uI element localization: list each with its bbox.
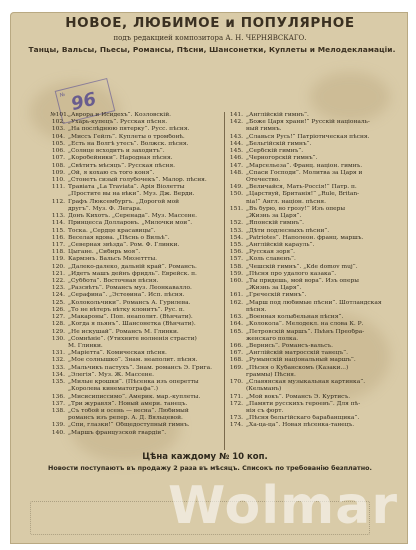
catalog-item-number: 102.: [51, 119, 65, 126]
catalog-item: [228, 394, 396, 401]
catalog-item-title: „Коробейники“. Народная пѣсня.: [68, 155, 173, 162]
catalog-item-number: 120.: [51, 263, 65, 270]
catalog-item: [50, 213, 220, 220]
catalog-item-number: 172.: [229, 400, 243, 407]
catalog-item: [228, 148, 396, 155]
catalog-item: [50, 307, 220, 314]
catalog-item-title: „Дѣти подлесныхъ пѣсни“.: [246, 227, 330, 234]
catalog-item-title: „Жизнь за Царя“.: [246, 285, 302, 292]
catalog-item: [50, 177, 220, 184]
catalog-item: [50, 379, 220, 386]
catalog-left-column: [50, 112, 220, 437]
catalog-item: [228, 408, 396, 415]
catalog-item: [50, 415, 220, 422]
catalog-item: [50, 199, 220, 206]
catalog-item-number: 134.: [51, 371, 65, 378]
catalog-item-title: Отечество.: [246, 176, 281, 183]
catalog-item-title: „Боже Царя храни!“ Русскій національ-: [246, 119, 370, 126]
catalog-item-title: „Три журавля“. Новый амери. танецъ.: [68, 400, 188, 407]
catalog-item-number: 149.: [229, 184, 243, 191]
catalog-item-title: „Маріетта“. Комическая пѣсня.: [68, 350, 167, 357]
catalog-item: [50, 264, 220, 271]
catalog-item: [228, 300, 396, 307]
catalog-item-title: „Славянская музыкальная картинка“.: [246, 379, 366, 386]
catalog-item: [50, 386, 220, 393]
catalog-item-number: 151.: [229, 205, 243, 212]
catalog-item: [50, 422, 220, 429]
catalog-item: [50, 314, 220, 321]
catalog-item: [50, 300, 220, 307]
catalog-item-title: Тоска. „Сердце красавицы“.: [68, 227, 156, 234]
catalog-item-number: 161.: [229, 292, 243, 299]
catalog-item-title: „Ухарь-купецъ“. Русская пѣсня.: [68, 119, 168, 126]
catalog-item-number: 138.: [51, 407, 65, 414]
catalog-item: [228, 249, 396, 256]
catalog-item: [50, 292, 220, 299]
catalog-item-number: 130.: [51, 335, 65, 342]
catalog-item: [228, 141, 396, 148]
catalog-item: [228, 155, 396, 162]
catalog-item: [228, 422, 396, 429]
catalog-item: [228, 365, 396, 372]
catalog-item-number: 106.: [51, 148, 65, 155]
catalog-item-number: 159.: [229, 270, 243, 277]
catalog-item: [228, 191, 396, 198]
catalog-item-title: „Румынскій національный маршъ“.: [246, 357, 356, 364]
catalog-item: [50, 394, 220, 401]
catalog-item: [50, 350, 220, 357]
catalog-item-number: 119.: [51, 256, 65, 263]
catalog-item: [50, 155, 220, 162]
catalog-item-title: Травіата „La Traviata“. Арія Віолетты: [68, 184, 185, 191]
catalog-item-title: „Сомнѣніе“. (Утихните волненія страсти): [68, 335, 197, 342]
catalog-item: [50, 228, 220, 235]
catalog-item: [50, 112, 220, 119]
catalog-item-title: „Черногорскій гимнъ“.: [246, 155, 318, 162]
catalog-item-title: „Разсвѣтъ“. Романсъ муз. Леонкавалло.: [68, 285, 192, 292]
catalog-item-title: „Суббота“. Восточная пѣсня.: [68, 278, 159, 285]
catalog-item-title: „Памяти русскихъ героевъ“. Для пѣ-: [246, 400, 361, 407]
catalog-item-title: „Пѣсня про удалого казака“.: [246, 270, 337, 277]
catalog-item-title: nia!“ Англ. націон. пѣсня.: [246, 198, 327, 205]
catalog-item: [50, 329, 220, 336]
catalog-item: [228, 314, 396, 321]
catalog-item: [50, 148, 220, 155]
catalog-item-number: 121.: [51, 270, 65, 277]
catalog-item: [50, 184, 220, 191]
catalog-item-number: 129.: [51, 328, 65, 335]
catalog-item-number: 163.: [229, 314, 243, 321]
catalog-item-number: 112.: [51, 198, 65, 205]
catalog-item-number: 148.: [229, 169, 243, 176]
catalog-item-title: „Англійскій карауль“.: [246, 241, 315, 248]
catalog-item: [50, 271, 220, 278]
catalog-item-number: 114.: [51, 220, 65, 227]
catalog-item-title: романсъ изъ репер. А. Д. Вяльцевой.: [68, 415, 183, 422]
catalog-item-title: „Мисисиписсимо“. Америк. мар.-куплеты.: [68, 393, 201, 400]
catalog-item-number: 154.: [229, 234, 243, 241]
catalog-item-number: 164.: [229, 321, 243, 328]
catalog-item: [228, 401, 396, 408]
catalog-item: [50, 285, 220, 292]
page-title: НОВОЕ, ЛЮБИМОЕ и ПОПУЛЯРНОЕ: [65, 15, 355, 31]
catalog-item-title: „Милые крошки“. (Пѣсенка изъ оперетты: [68, 379, 199, 386]
catalog-item-number: 107.: [51, 155, 65, 162]
catalog-item-title: „Северная звѣзда“. Ром. Ф. Глинки.: [68, 241, 180, 248]
catalog-item: [228, 177, 396, 184]
catalog-item-number: 158.: [229, 263, 243, 270]
price-line: Цѣна каждому № 10 коп.: [142, 452, 268, 462]
catalog-item-number: 110.: [51, 176, 65, 183]
catalog-item-title: „Чешскій гимнъ“. „Kde domov muj“.: [246, 263, 358, 270]
catalog-item: [50, 242, 220, 249]
catalog-item-number: 111.: [51, 184, 65, 191]
catalog-item-number: 147.: [229, 162, 243, 169]
catalog-item-number: 124.: [51, 292, 65, 299]
catalog-item-title: „Мисcъ Гейлъ“. Куплеты о тромбонѣ.: [68, 133, 185, 140]
catalog-item: [228, 119, 396, 126]
catalog-item: [228, 307, 396, 314]
catalog-item: [50, 170, 220, 177]
catalog-item-number: 128.: [51, 321, 65, 328]
catalog-item: [228, 134, 396, 141]
catalog-item-title: „Ха-ца-ца“. Новая пѣсенка-танецъ.: [246, 422, 355, 429]
catalog-item: [228, 386, 396, 393]
catalog-item-number: 165.: [229, 328, 243, 335]
catalog-item-title: „Аврора и Исидехъ“. Козловскій.: [68, 112, 171, 118]
catalog-item-number: 135.: [51, 379, 65, 386]
catalog-item-number: 141.: [229, 112, 243, 118]
catalog-item-title: Донъ Кихотъ. „Серенада“. Муз. Массене.: [68, 213, 197, 220]
catalog-item: [50, 163, 220, 170]
catalog-item-title: Принцесса Долларовъ. „Милочки мои“.: [68, 220, 193, 227]
catalog-item: [228, 329, 396, 336]
catalog-item-title: „Идетъ машъ дейнъ фридль“. Еврейск. п.: [68, 270, 197, 277]
catalog-item-number: 156.: [229, 249, 243, 256]
catalog-item: [50, 365, 220, 372]
catalog-item-title: „Англійскій гимнъ“.: [246, 112, 309, 118]
catalog-item: [50, 372, 220, 379]
catalog-item-number: 150.: [229, 191, 243, 198]
catalog-item-number: 145.: [229, 148, 243, 155]
catalog-item-title: Веселая вдова. „Пѣснь о Вильѣ“.: [68, 234, 170, 241]
catalog-item-title: „Не искушай“. Романсъ М. Глинки.: [68, 328, 179, 335]
catalog-item-title: „Съ тобой и осень — весна“. Любимый: [68, 407, 189, 414]
catalog-item-title: „Стонетъ сизый голубочекъ“. Малор. пѣсня.: [68, 176, 207, 183]
catalog-item: [50, 336, 220, 343]
catalog-item-title: Кармэнъ. Вальсъ Мюзеттты.: [68, 256, 158, 263]
catalog-item: [50, 401, 220, 408]
catalog-item-title: граммы) Пѣсня.: [246, 371, 296, 378]
catalog-item-title: „Петровскій маршъ“. Пьѣнъ Преобра-: [246, 328, 365, 335]
catalog-item-title: „Мой вокъ“. Романсъ Э. Куртисъ.: [246, 393, 351, 400]
catalog-item: [228, 264, 396, 271]
catalog-item: [228, 242, 396, 249]
catalog-item-number: 139.: [51, 422, 65, 429]
catalog-item: [228, 206, 396, 213]
notice-line: Новости поступаютъ въ продажу 2 раза въ мѣсяцъ. Списокъ по требованію безплатно.: [48, 464, 372, 472]
catalog-item: [228, 321, 396, 328]
catalog-item-title: „Спаси Господи“. Молитва за Царя и: [246, 169, 363, 176]
catalog-item-title: „Ты придешь, мой вора“. Изъ оперы: [246, 278, 359, 285]
catalog-item-number: 155.: [229, 241, 243, 248]
catalog-item-title: ный гимнъ.: [246, 126, 282, 133]
catalog-item-title: „Славься Русь!“ Патріотическая пѣсня.: [246, 133, 370, 140]
catalog-item-number: 116.: [51, 234, 65, 241]
catalog-item-title: „Спи, глазки!“ Общедоступный гимнъ.: [68, 422, 190, 429]
catalog-item-title: „Мое солнышко“. Знам. неаполит. пѣсня.: [68, 357, 198, 364]
catalog-item: [50, 430, 220, 437]
catalog-item-title: „Въ бурю, во грозу!“ Изъ оперы: [246, 205, 346, 212]
catalog-item: [228, 357, 396, 364]
catalog-item-number: 131.: [51, 350, 65, 357]
catalog-item-number: 127.: [51, 314, 65, 321]
catalog-item: [228, 220, 396, 227]
catalog-item: [50, 126, 220, 133]
catalog-item-number: 123.: [51, 285, 65, 292]
catalog-item: [50, 408, 220, 415]
catalog-item: [228, 213, 396, 220]
catalog-item-number: 104.: [51, 133, 65, 140]
catalog-item-title: „Русская зоря“.: [246, 249, 295, 256]
catalog-item-title: „Греческій гимнъ“.: [246, 292, 307, 299]
stamp-number: 96: [68, 88, 99, 116]
catalog-item-number: 174.: [229, 422, 243, 429]
genres-line: Танцы, Вальсы, Пьесы, Романсы, Пѣсни, Шансонетки, Куплеты и Мелодекламаціи.: [28, 45, 396, 54]
catalog-item-number: 136.: [51, 393, 65, 400]
catalog-item: [228, 256, 396, 263]
catalog-right-column: [228, 112, 396, 430]
catalog-item: [228, 415, 396, 422]
catalog-item-title: „На послѣднюю пятерку“. Русс. пѣсня.: [68, 126, 190, 133]
catalog-item: [50, 357, 220, 364]
catalog-item: [228, 292, 396, 299]
catalog-item-number: 109.: [51, 169, 65, 176]
catalog-item-title: „Коль славенъ“.: [246, 256, 296, 263]
catalog-item-title: „Царствуй, Британія!“ „Rule, Britan-: [246, 191, 360, 198]
catalog-item-title: „Жизнь за Царя“.: [246, 213, 302, 220]
catalog-item: [50, 119, 220, 126]
catalog-item-number: 108.: [51, 162, 65, 169]
catalog-item-title: „Patriotes“. Наполеон. франц. маршъ.: [246, 234, 364, 241]
catalog-item-title: другъ“. Муз. Ф. Легара.: [68, 205, 142, 212]
catalog-item-number: 146.: [229, 155, 243, 162]
catalog-item-title: „Солнце всходитъ и заходитъ“.: [68, 148, 165, 155]
catalog-item-title: „Есть на Волгѣ утесъ“. Волжск. пѣсня.: [68, 140, 189, 147]
catalog-item: [50, 343, 220, 350]
catalog-item-title: „Величайся, Мать-Россія!“ Патр. п.: [246, 184, 357, 191]
catalog-item: [228, 343, 396, 350]
catalog-item-number: 133.: [51, 364, 65, 371]
catalog-item: [50, 141, 220, 148]
catalog-item-title: „Марсельеза“. Франц. націон. гимнъ.: [246, 162, 363, 169]
catalog-item-number: 160.: [229, 278, 243, 285]
column-divider: [224, 112, 225, 450]
catalog-item-number: 171.: [229, 393, 243, 400]
catalog-item: [228, 350, 396, 357]
catalog-item: [228, 379, 396, 386]
catalog-item: [50, 220, 220, 227]
catalog-item-number: 132.: [51, 357, 65, 364]
catalog-item: [228, 228, 396, 235]
catalog-item-number: 167.: [229, 350, 243, 357]
catalog-item: [228, 163, 396, 170]
catalog-item-number: 118.: [51, 249, 65, 256]
catalog-item-title: „Макароны“. Поп. неаполит. (Вѣнчати).: [68, 314, 193, 321]
catalog-item-number: 152.: [229, 220, 243, 227]
catalog-item-title: „Колокольчики“. Романсъ А. Гурилева.: [68, 299, 191, 306]
catalog-item-title: „Мальчикъ пастухъ“. Знам. романсъ Э. Грига.: [68, 364, 212, 371]
catalog-item-title: „Пѣсня бельгійскаго барабанщика“.: [246, 415, 360, 422]
catalog-item-number: 125.: [51, 299, 65, 306]
catalog-item: [50, 249, 220, 256]
catalog-item-number: 122.: [51, 278, 65, 285]
catalog-item-title: „Марш под любимые пѣсни“. Шотландская: [246, 299, 382, 306]
catalog-item-title: „Маршъ французской гвардіи“.: [68, 429, 167, 436]
catalog-item: [228, 285, 396, 292]
catalog-item: [228, 112, 396, 119]
catalog-item-number: 113.: [51, 213, 65, 220]
catalog-item: [228, 170, 396, 177]
catalog-item-number: 166.: [229, 343, 243, 349]
stamp-label: №: [59, 91, 66, 99]
catalog-item-title: „Королева кинематографа“.): [68, 386, 158, 393]
catalog-item-title: „То не вѣтеръ вѣтку клонитъ“. Рус. п.: [68, 306, 185, 313]
catalog-item: [50, 321, 220, 328]
watermark: Wolmar: [168, 476, 398, 536]
catalog-item-title: „Колокола“. Мелодекл. на слова К. Р.: [246, 321, 364, 328]
catalog-item: [228, 235, 396, 242]
editor-subtitle: подъ редакцией композитора А. Н. ЧЕРНЯВСКАГО.: [113, 34, 307, 42]
catalog-item-title: „Пѣсня о Кубанскомъ (Казаки...): [246, 364, 349, 371]
catalog-item: [228, 184, 396, 191]
catalog-item: [228, 271, 396, 278]
catalog-item-title: пѣсня.: [246, 306, 267, 313]
catalog-item-number: 115.: [51, 227, 65, 234]
catalog-item-number: 126.: [51, 306, 65, 313]
catalog-item-title: „Вернись“. Романсъ-вальсъ.: [246, 343, 334, 349]
catalog-item-title: М. Глинки.: [68, 343, 103, 349]
catalog-item-title: „Простите вы на вѣки“. Муз. Дж. Верди.: [68, 191, 195, 198]
catalog-item-number: 142.: [229, 119, 243, 126]
catalog-item-title: „Далеко-далеко, дальній край“. Романсъ.: [68, 263, 197, 270]
catalog-item-number: 170.: [229, 379, 243, 386]
catalog-item-title: Графъ Люксембургъ. „Дорогой мой: [68, 198, 180, 205]
catalog-item-title: „Серафина“. „Эстеѳина“. Исп. пѣсня.: [68, 292, 185, 299]
catalog-item: [228, 278, 396, 285]
catalog-item-title: женскаго полка.: [246, 335, 299, 342]
catalog-item: [50, 235, 220, 242]
catalog-item-number: 157.: [229, 256, 243, 263]
catalog-item-title: „Бельгійскій гимнъ“.: [246, 140, 312, 147]
catalog-item-title: „Ой, я кохаю съ того коня“.: [68, 169, 155, 176]
catalog-item-number: 144.: [229, 140, 243, 147]
catalog-item-number: №101.: [50, 112, 69, 118]
catalog-item-number: 137.: [51, 400, 65, 407]
catalog-item: [50, 206, 220, 213]
catalog-item-title: „Англійскій матросскій танецъ“.: [246, 350, 348, 357]
catalog-item: [50, 191, 220, 198]
catalog-item: [228, 336, 396, 343]
catalog-item-title: Цыгане. „Сибирь моя“.: [68, 249, 141, 256]
catalog-item-title: „Когда я пьянъ“. Шансонетка (Вѣнчати).: [68, 321, 196, 328]
catalog-item-number: 140.: [51, 429, 65, 436]
catalog-item-number: 173.: [229, 415, 243, 422]
catalog-item-title: „Военная колыбельная пѣсня“.: [246, 314, 344, 321]
catalog-item-number: 143.: [229, 133, 243, 140]
catalog-item: [228, 126, 396, 133]
catalog-item-number: 117.: [51, 241, 65, 248]
catalog-item-title: „Японскій гимнъ“.: [246, 220, 305, 227]
catalog-item-number: 103.: [51, 126, 65, 133]
catalog-item-title: нія съ форт.: [246, 407, 284, 414]
catalog-item-title: „Элегія“. Муз. Ж. Массене.: [68, 371, 154, 378]
catalog-item-number: 105.: [51, 140, 65, 147]
catalog-item: [228, 199, 396, 206]
catalog-item-number: 153.: [229, 227, 243, 234]
catalog-item-number: 162.: [229, 299, 243, 306]
catalog-item-title: „Свѣтитъ мѣсяцъ“. Русская пѣсня.: [68, 162, 176, 169]
catalog-item: [50, 134, 220, 141]
catalog-item: [50, 256, 220, 263]
catalog-item-number: 168.: [229, 357, 243, 364]
catalog-item: [228, 372, 396, 379]
catalog-item: [50, 278, 220, 285]
catalog-item-number: 169.: [229, 364, 243, 371]
catalog-item-title: „Сербскій гимнъ“.: [246, 148, 304, 155]
catalog-item-title: (Кельманъ): [246, 386, 282, 393]
